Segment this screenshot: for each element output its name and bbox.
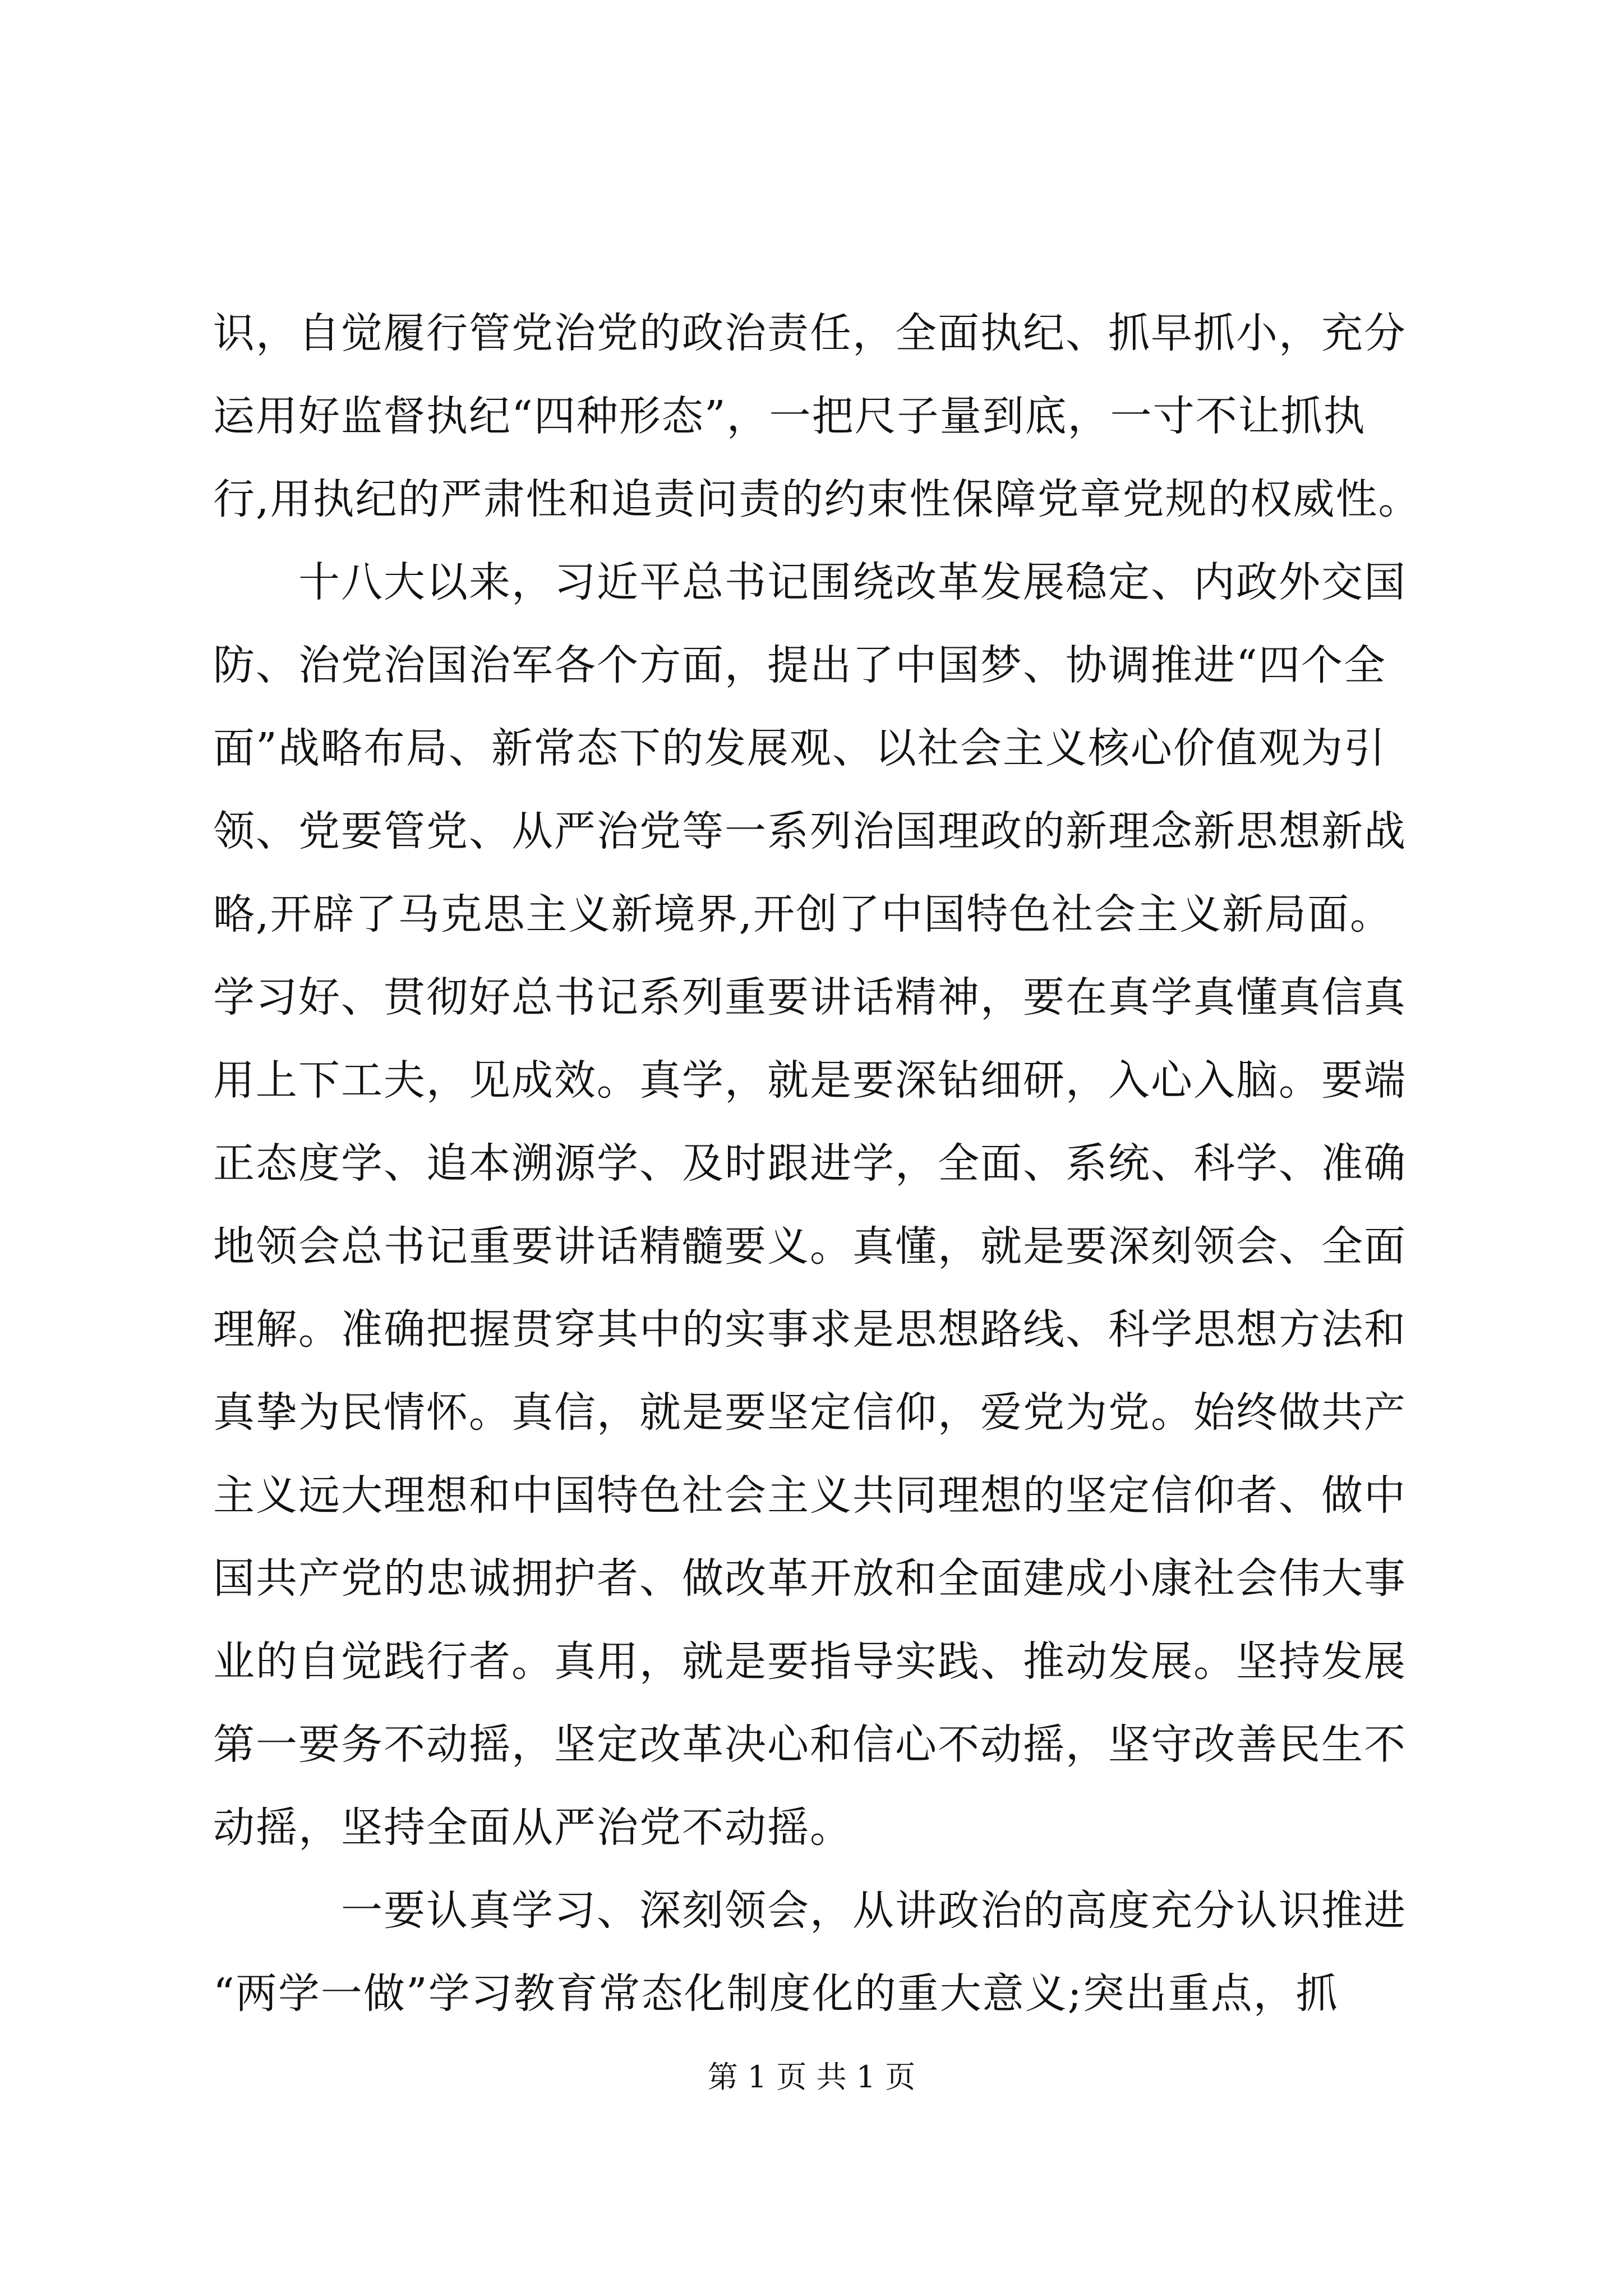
text-line: 行,用执纪的严肃性和追责问责的约束性保障党章党规的权威性。 (213, 475, 1421, 523)
text-line: 面”战略布局、新常态下的发展观、以社会主义核心价值观为引 (213, 724, 1386, 772)
text-line: 用上下工夫，见成效。真学，就是要深钻细研，入心入脑。要端 (213, 1056, 1407, 1105)
text-line: 动摇，坚持全面从严治党不动摇。 (213, 1803, 852, 1852)
text-line: 略,开辟了马克思主义新境界,开创了中国特色社会主义新局面。 (213, 890, 1393, 938)
text-line: 运用好监督执纪“四种形态”，一把尺子量到底，一寸不让抓执 (213, 392, 1366, 440)
text-line: 地领会总书记重要讲话精髓要义。真懂，就是要深刻领会、全面 (213, 1222, 1407, 1271)
page-number-label: 第 1 页 共 1 页 (707, 2059, 916, 2095)
text-line: 主义远大理想和中国特色社会主义共同理想的坚定信仰者、做中 (213, 1471, 1407, 1520)
text-line: 十八大以来，习近平总书记围绕改革发展稳定、内政外交国 (213, 558, 1407, 606)
text-line: 业的自觉践行者。真用，就是要指导实践、推动发展。坚持发展 (213, 1637, 1407, 1686)
text-line: 理解。准确把握贯穿其中的实事求是思想路线、科学思想方法和 (213, 1305, 1407, 1354)
text-line: “两学一做”学习教育常态化制度化的重大意义;突出重点，抓 (213, 1970, 1339, 2018)
text-line: 一要认真学习、深刻领会，从讲政治的高度充分认识推进 (213, 1887, 1407, 1935)
text-line: 国共产党的忠诚拥护者、做改革开放和全面建成小康社会伟大事 (213, 1554, 1407, 1603)
text-line: 识，自觉履行管党治党的政治责任，全面执纪、抓早抓小，充分 (213, 309, 1407, 357)
body-text (213, 292, 1447, 2035)
text-line: 真挚为民情怀。真信，就是要坚定信仰，爱党为党。始终做共产 (213, 1388, 1407, 1437)
text-line: 学习好、贯彻好总书记系列重要讲话精神，要在真学真懂真信真 (213, 973, 1407, 1022)
page-footer (0, 2053, 1623, 2096)
text-line: 防、治党治国治军各个方面，提出了中国梦、协调推进“四个全 (213, 641, 1386, 689)
text-line: 领、党要管党、从严治党等一系列治国理政的新理念新思想新战 (213, 807, 1407, 855)
text-line: 正态度学、追本溯源学、及时跟进学，全面、系统、科学、准确 (213, 1139, 1407, 1188)
text-line: 第一要务不动摇，坚定改革决心和信心不动摇，坚守改善民生不 (213, 1720, 1407, 1769)
